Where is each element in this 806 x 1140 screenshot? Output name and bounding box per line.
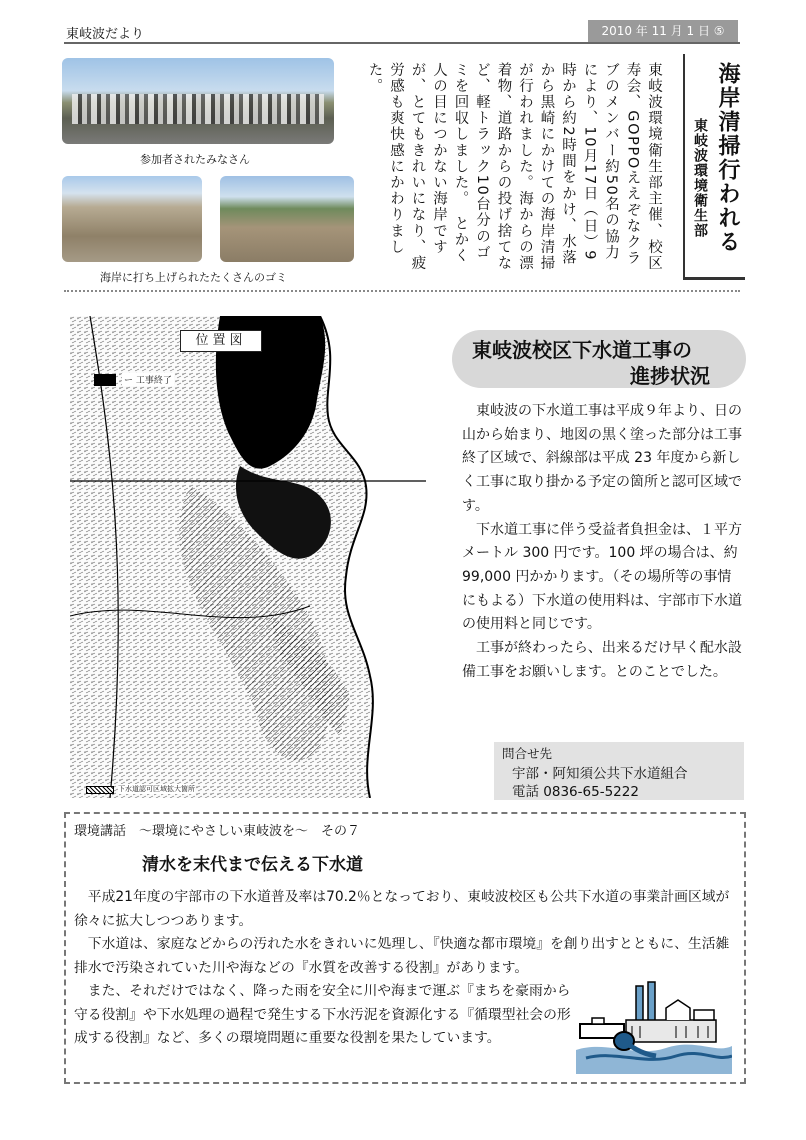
newsletter-name: 東岐波だより [66, 27, 145, 42]
legend-completed-label: ー 工事終了 [122, 373, 174, 386]
sewer-title-line2: 進捗状況 [630, 364, 710, 388]
sewer-paragraph-2: 下水道工事に伴う受益者負担金は、１平方メートル 300 円です。100 坪の場合は、約 99,000 円かかります。（その場所等の事情にもよる）下水道の使用料は、宇部市下水道の使用料と同じです。 [462, 521, 742, 633]
sewer-paragraph-1: 東岐波の下水道工事は平成９年より、日の山から始まり、地図の黒く塗った部分は工事終了区域で、斜線部は平成 23 年度から新しく工事に取り掛かる予定の箇所と認可区域です。 [462, 403, 742, 514]
beach-article-body: 東岐波環境衛生部主催、校区寿会、GOPPOええぞなクラブのメンバー約50名の協力により、10月17日（日）9時から約2時間をかけ、水落から黒崎にかけての海岸清掃が行われました。海からの漂着物、道路からの投げ捨てなど、軽トラック10台分のゴミを回収しました。 とかく人の目につかない海岸ですが、とてもきれいになり、疲労感も爽快感にかわりました。 [366, 62, 662, 272]
env-talk-heading: 環境講話 ～環境にやさしい東岐波を～ その７ [74, 824, 361, 839]
sewer-title-line1: 東岐波校区下水道工事の [472, 338, 692, 362]
env-paragraph-3: また、それだけではなく、降った雨を安全に川や海まで運ぶ『まちを豪雨から守る役割』や下水処理の過程で発生する下水汚泥を資源化する『循環型社会の形成する役割』など、多くの環境問題に重要な役割を果たしています。 [74, 983, 571, 1046]
photo-caption-participants: 参加者されたみなさん [140, 153, 250, 166]
photo-caption-garbage: 海岸に打ち上げられたたくさんのゴミ [100, 271, 287, 284]
beach-article-byline: 東岐波環境衛生部 [692, 118, 708, 238]
beach-garbage-photo-2 [220, 176, 354, 262]
env-talk-title: 清水を末代まで伝える下水道 [142, 855, 363, 875]
section-divider [64, 290, 740, 292]
legend-planned-swatch [86, 786, 114, 794]
contact-phone: 電話 0836-65-5222 [512, 784, 639, 800]
map-title: 位置図 [180, 330, 262, 352]
issue-date: 2010 年 11 月 1 日 ⑤ [588, 20, 738, 42]
legend-planned-label: 下水道認可区域拡大箇所 [118, 785, 195, 793]
participants-photo [62, 58, 334, 144]
beach-garbage-photo-1 [62, 176, 202, 262]
env-paragraph-1: 平成21年度の宇部市の下水道普及率は70.2％となっており、東岐波校区も公共下水道の事業計画区域が徐々に拡大しつつあります。 [74, 889, 730, 929]
contact-label: 問合せ先 [502, 746, 553, 761]
header-rule [64, 42, 740, 44]
contact-organization: 宇部・阿知須公共下水道組合 [512, 766, 688, 782]
location-map [70, 316, 426, 798]
map-drawing [70, 316, 426, 798]
beach-article-title: 海岸清掃行われる [715, 62, 740, 254]
sewer-article-body [462, 400, 742, 684]
sewage-plant-icon [566, 980, 732, 1074]
legend-completed-swatch [94, 374, 116, 386]
env-paragraph-2: 下水道は、家庭などからの汚れた水をきれいに処理し、『快適な都市環境』を創り出すとともに、生活雑排水で汚染されていた川や海などの『水質を改善する役割』があります。 [74, 936, 730, 976]
sewer-paragraph-3: 工事が終わったら、出来るだけ早く配水設備工事をお願いします。とのことでした。 [462, 640, 742, 680]
